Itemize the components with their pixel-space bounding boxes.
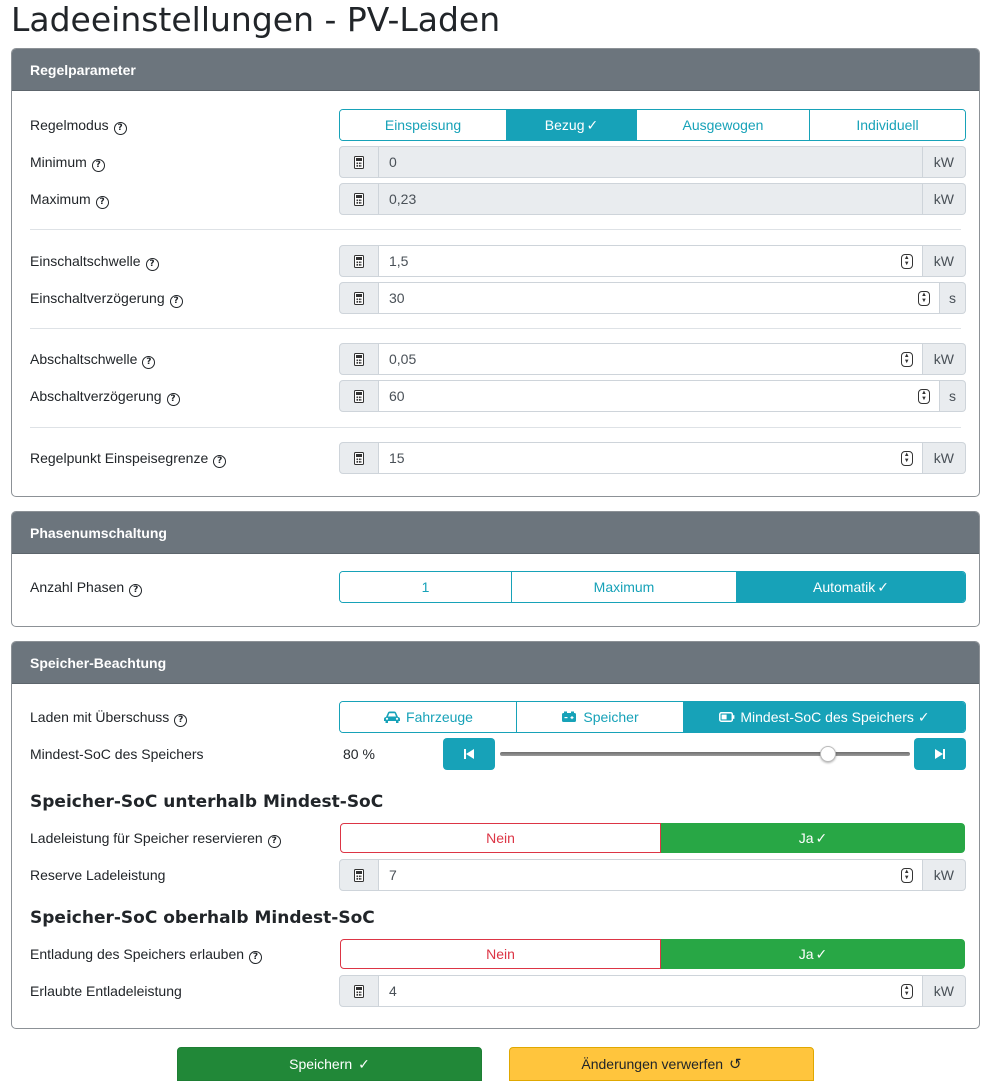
battery-car-icon [561, 711, 577, 723]
calculator-button[interactable] [339, 146, 379, 178]
abschaltschwelle-label: Abschaltschwelle [30, 351, 138, 367]
entladung-label: Entladung des Speichers erlauben [30, 946, 245, 962]
unit-label: kW [923, 442, 966, 474]
reservieren-nein-button[interactable]: Nein [340, 823, 661, 853]
laden-ueberschuss-label: Laden mit Überschuss [30, 709, 170, 725]
calculator-icon [354, 985, 364, 998]
calculator-button[interactable] [339, 343, 379, 375]
reserve-row [12, 859, 979, 891]
entladeleistung-input[interactable]: 4 ▲ ▼ [379, 975, 923, 1007]
ueberschuss-speicher-button[interactable]: Speicher [517, 702, 684, 732]
unit-label: s [940, 380, 966, 412]
spinner-icon[interactable]: ▲ ▼ [918, 291, 930, 306]
regelmodus-ausgewogen-button[interactable]: Ausgewogen [637, 110, 810, 140]
anzahl-phasen-row [12, 571, 979, 603]
mindest-soc-slider[interactable] [500, 752, 910, 756]
spinner-icon[interactable]: ▲ ▼ [918, 389, 930, 404]
abschaltverzoegerung-input[interactable]: 60 ▲ ▼ [379, 380, 940, 412]
einschaltschwelle-row [12, 245, 979, 277]
reservieren-group [339, 822, 966, 854]
calculator-button[interactable] [339, 183, 379, 215]
entladung-row [12, 938, 979, 970]
help-icon[interactable]: ? [170, 295, 183, 308]
entladung-group [339, 938, 966, 970]
regelpunkt-label: Regelpunkt Einspeisegrenze [30, 450, 209, 466]
regelpunkt-input[interactable]: 15 ▲ ▼ [379, 442, 923, 474]
check-icon: ✓ [815, 829, 828, 846]
help-icon[interactable]: ? [174, 714, 187, 727]
abschaltschwelle-input[interactable]: 0,05 ▲ ▼ [379, 343, 923, 375]
phasenumschaltung-header: Phasenumschaltung [12, 512, 979, 554]
minimum-row [12, 146, 979, 178]
anzahl-phasen-group [339, 571, 966, 603]
speicher-beachtung-header: Speicher-Beachtung [12, 642, 979, 684]
calculator-button[interactable] [339, 380, 379, 412]
section-title-oberhalb: Speicher-SoC oberhalb Mindest-SoC [30, 908, 375, 928]
reserve-label: Reserve Ladeleistung [30, 867, 166, 883]
divider [30, 328, 961, 329]
spinner-icon[interactable]: ▲ ▼ [901, 451, 913, 466]
einschaltverzoegerung-input[interactable]: 30 ▲ ▼ [379, 282, 940, 314]
reservieren-ja-button[interactable]: Ja ✓ [661, 823, 965, 853]
slider-decrease-button[interactable] [443, 738, 495, 770]
help-icon[interactable]: ? [249, 951, 262, 964]
minimum-label: Minimum [30, 154, 87, 170]
calculator-button[interactable] [339, 245, 379, 277]
help-icon[interactable]: ? [268, 835, 281, 848]
ueberschuss-mindest-soc-button[interactable]: Mindest-SoC des Speichers ✓ [684, 702, 965, 732]
calculator-icon [354, 255, 364, 268]
minimum-field: 0 [379, 146, 923, 178]
spinner-icon[interactable]: ▲ ▼ [901, 868, 913, 883]
regelmodus-group [339, 109, 966, 141]
discard-button[interactable]: Änderungen verwerfen ↺ [509, 1047, 814, 1081]
regelmodus-individuell-button[interactable]: Individuell [810, 110, 965, 140]
check-icon: ✓ [815, 945, 828, 962]
entladeleistung-row [12, 975, 979, 1007]
spinner-icon[interactable]: ▲ ▼ [901, 352, 913, 367]
phasen-maximum-button[interactable]: Maximum [512, 572, 737, 602]
page-title: Ladeeinstellungen - PV-Laden [11, 0, 501, 39]
divider [30, 427, 961, 428]
anzahl-phasen-label: Anzahl Phasen [30, 579, 125, 595]
ueberschuss-fahrzeuge-button[interactable]: Fahrzeuge [340, 702, 517, 732]
spinner-icon[interactable]: ▲ ▼ [901, 254, 913, 269]
check-icon: ✓ [877, 578, 889, 595]
calculator-icon [354, 193, 364, 206]
abschaltverzoegerung-label: Abschaltverzögerung [30, 388, 162, 404]
einschaltverzoegerung-label: Einschaltverzögerung [30, 290, 165, 306]
speicher-beachtung-card [11, 641, 980, 1029]
mindest-soc-label: Mindest-SoC des Speichers [30, 746, 204, 762]
skip-forward-icon [935, 749, 946, 759]
slider-thumb[interactable] [820, 746, 836, 762]
help-icon[interactable]: ? [142, 356, 155, 369]
check-icon: ✓ [586, 116, 599, 133]
calculator-icon [354, 292, 364, 305]
maximum-field: 0,23 [379, 183, 923, 215]
skip-back-icon [464, 749, 475, 759]
unit-label: kW [923, 859, 966, 891]
phasenumschaltung-card [11, 511, 980, 627]
unit-label: kW [923, 975, 966, 1007]
regelmodus-row [12, 109, 979, 141]
reservieren-row [12, 822, 979, 854]
einschaltschwelle-label: Einschaltschwelle [30, 253, 141, 269]
calculator-icon [354, 869, 364, 882]
calculator-button[interactable] [339, 442, 379, 474]
maximum-label: Maximum [30, 191, 91, 207]
regelmodus-einspeisung-button[interactable]: Einspeisung [340, 110, 507, 140]
mindest-soc-row [12, 738, 979, 770]
einschaltschwelle-input[interactable]: 1,5 ▲ ▼ [379, 245, 923, 277]
check-icon: ✓ [358, 1055, 370, 1072]
calculator-icon [354, 353, 364, 366]
calculator-icon [354, 390, 364, 403]
phasen-1-button[interactable]: 1 [340, 572, 512, 602]
laden-ueberschuss-group [339, 701, 966, 733]
unit-label: kW [923, 183, 966, 215]
help-icon[interactable]: ? [129, 584, 142, 597]
maximum-row [12, 183, 979, 215]
help-icon[interactable]: ? [146, 258, 159, 271]
check-icon: ✓ [917, 708, 930, 725]
phasen-automatik-button[interactable]: Automatik ✓ [737, 572, 965, 602]
help-icon[interactable]: ? [213, 455, 226, 468]
entladung-nein-button[interactable]: Nein [340, 939, 661, 969]
divider [30, 229, 961, 230]
abschaltverzoegerung-row [12, 380, 979, 412]
calculator-button[interactable] [339, 282, 379, 314]
regelmodus-label: Regelmodus [30, 117, 109, 133]
unit-label: kW [923, 245, 966, 277]
abschaltschwelle-row [12, 343, 979, 375]
regelpunkt-row [12, 442, 979, 474]
entladeleistung-label: Erlaubte Entladeleistung [30, 983, 182, 999]
slider-increase-button[interactable] [914, 738, 966, 770]
calculator-button[interactable] [339, 859, 379, 891]
regelparameter-header: Regelparameter [12, 49, 979, 91]
section-title-unterhalb: Speicher-SoC unterhalb Mindest-SoC [30, 792, 384, 812]
car-icon [383, 711, 401, 724]
save-button[interactable]: Speichern ✓ [177, 1047, 482, 1081]
reserve-input[interactable]: 7 ▲ ▼ [379, 859, 923, 891]
mindest-soc-value: 80 % [343, 746, 375, 762]
undo-icon: ↺ [729, 1056, 742, 1073]
unit-label: kW [923, 146, 966, 178]
regelparameter-card [11, 48, 980, 497]
spinner-icon[interactable]: ▲ ▼ [901, 984, 913, 999]
entladung-ja-button[interactable]: Ja ✓ [661, 939, 965, 969]
unit-label: kW [923, 343, 966, 375]
help-icon[interactable]: ? [114, 122, 127, 135]
calculator-button[interactable] [339, 975, 379, 1007]
calculator-icon [354, 156, 364, 169]
help-icon[interactable]: ? [92, 159, 105, 172]
regelmodus-bezug-button[interactable]: Bezug ✓ [507, 110, 637, 140]
laden-ueberschuss-row [12, 701, 979, 733]
einschaltverzoegerung-row [12, 282, 979, 314]
unit-label: s [940, 282, 966, 314]
battery-icon [719, 712, 735, 722]
help-icon[interactable]: ? [167, 393, 180, 406]
calculator-icon [354, 452, 364, 465]
help-icon[interactable]: ? [96, 196, 109, 209]
reservieren-label: Ladeleistung für Speicher reservieren [30, 830, 263, 846]
